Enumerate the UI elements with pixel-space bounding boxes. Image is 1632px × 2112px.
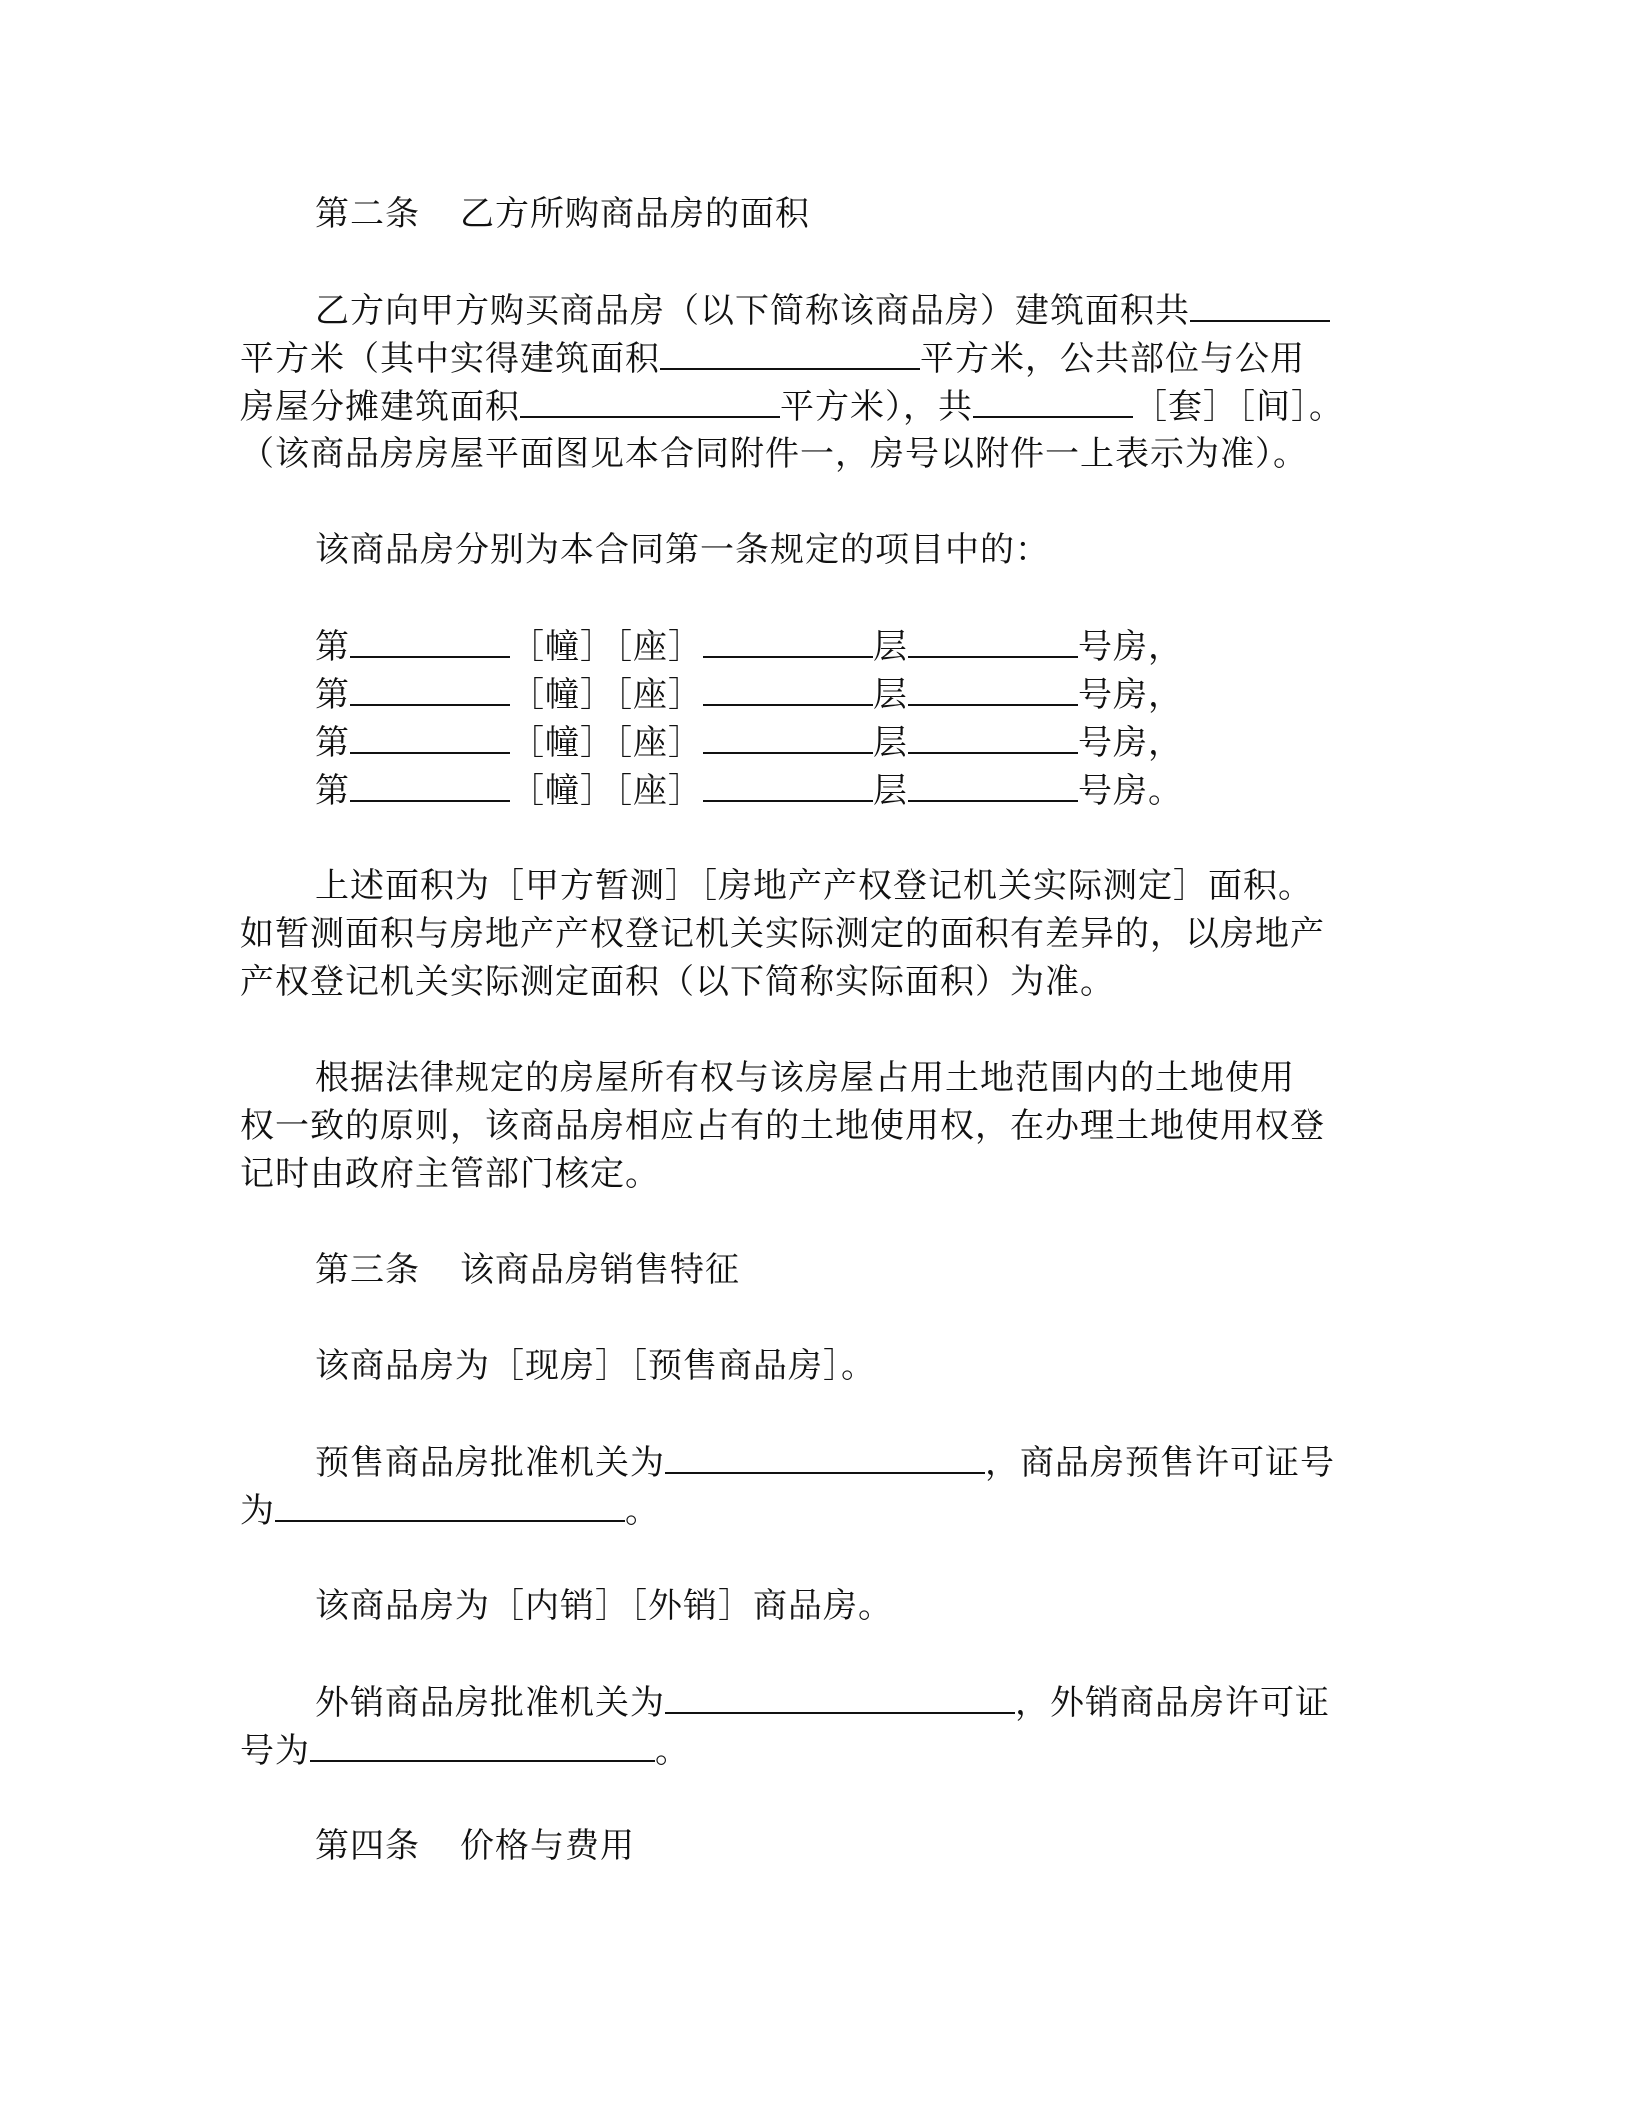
market-type-line: 该商品房为［内销］［外销］商品房。 xyxy=(315,1586,893,1626)
building-blank[interactable] xyxy=(350,766,510,802)
area-line-1: 乙方向甲方购买商品房（以下简称该商品房）建筑面积共 xyxy=(315,286,1330,334)
room-blank[interactable] xyxy=(908,622,1078,658)
article-2-title: 乙方所购商品房的面积 xyxy=(460,194,810,234)
presale-line-2: 为 。 xyxy=(240,1486,660,1534)
building-blank[interactable] xyxy=(350,622,510,658)
unit-row: 第 ［幢］［座］ 层 号房。 xyxy=(315,766,1183,814)
floor-blank[interactable] xyxy=(703,670,873,706)
room-blank[interactable] xyxy=(908,718,1078,754)
article-2-heading xyxy=(315,190,810,238)
article-3-heading xyxy=(315,1246,740,1294)
building-blank[interactable] xyxy=(350,718,510,754)
unit-count-blank[interactable] xyxy=(973,382,1133,418)
export-authority-blank[interactable] xyxy=(665,1678,1015,1714)
land-use-line-3: 记时由政府主管部门核定。 xyxy=(240,1154,660,1194)
building-blank[interactable] xyxy=(350,670,510,706)
export-license-blank[interactable] xyxy=(310,1726,655,1762)
article-4-label: 第四条 xyxy=(315,1826,420,1866)
article-3-title: 该商品房销售特征 xyxy=(460,1250,740,1290)
article-2-label: 第二条 xyxy=(315,194,420,234)
presale-license-blank[interactable] xyxy=(275,1486,625,1522)
floor-blank[interactable] xyxy=(703,766,873,802)
shared-area-blank[interactable] xyxy=(520,382,780,418)
land-use-line-1: 根据法律规定的房屋所有权与该房屋占用土地范围内的土地使用 xyxy=(315,1058,1295,1098)
floor-blank[interactable] xyxy=(703,622,873,658)
measurement-line-2: 如暂测面积与房地产产权登记机关实际测定的面积有差异的，以房地产 xyxy=(240,914,1325,954)
total-area-blank[interactable] xyxy=(1190,286,1330,322)
export-line-2: 号为 。 xyxy=(240,1726,690,1774)
article-3-label: 第三条 xyxy=(315,1250,420,1290)
unit-row: 第 ［幢］［座］ 层 号房， xyxy=(315,670,1183,718)
measurement-line-3: 产权登记机关实际测定面积（以下简称实际面积）为准。 xyxy=(240,962,1115,1002)
article-4-heading xyxy=(315,1822,635,1870)
area-line-4: （该商品房房屋平面图见本合同附件一，房号以附件一上表示为准）。 xyxy=(240,434,1308,474)
export-line-1: 外销商品房批准机关为 ，外销商品房许可证 xyxy=(315,1678,1330,1726)
sale-type-line: 该商品房为［现房］［预售商品房］。 xyxy=(315,1346,876,1386)
article-4-title: 价格与费用 xyxy=(460,1826,635,1866)
room-blank[interactable] xyxy=(908,766,1078,802)
floor-blank[interactable] xyxy=(703,718,873,754)
unit-row: 第 ［幢］［座］ 层 号房， xyxy=(315,622,1183,670)
land-use-line-2: 权一致的原则，该商品房相应占有的土地使用权，在办理土地使用权登 xyxy=(240,1106,1325,1146)
area-line-2: 平方米（其中实得建筑面积 平方米，公共部位与公用 xyxy=(240,334,1305,382)
presale-line-1: 预售商品房批准机关为 ，商品房预售许可证号 xyxy=(315,1438,1335,1486)
unit-list-intro: 该商品房分别为本合同第一条规定的项目中的： xyxy=(315,530,1050,570)
unit-row: 第 ［幢］［座］ 层 号房， xyxy=(315,718,1183,766)
room-blank[interactable] xyxy=(908,670,1078,706)
area-line-3: 房屋分摊建筑面积 平方米），共 ［套］［间］。 xyxy=(240,382,1344,430)
measurement-line-1: 上述面积为［甲方暂测］［房地产产权登记机关实际测定］面积。 xyxy=(315,866,1313,906)
presale-authority-blank[interactable] xyxy=(665,1438,985,1474)
net-area-blank[interactable] xyxy=(660,334,920,370)
